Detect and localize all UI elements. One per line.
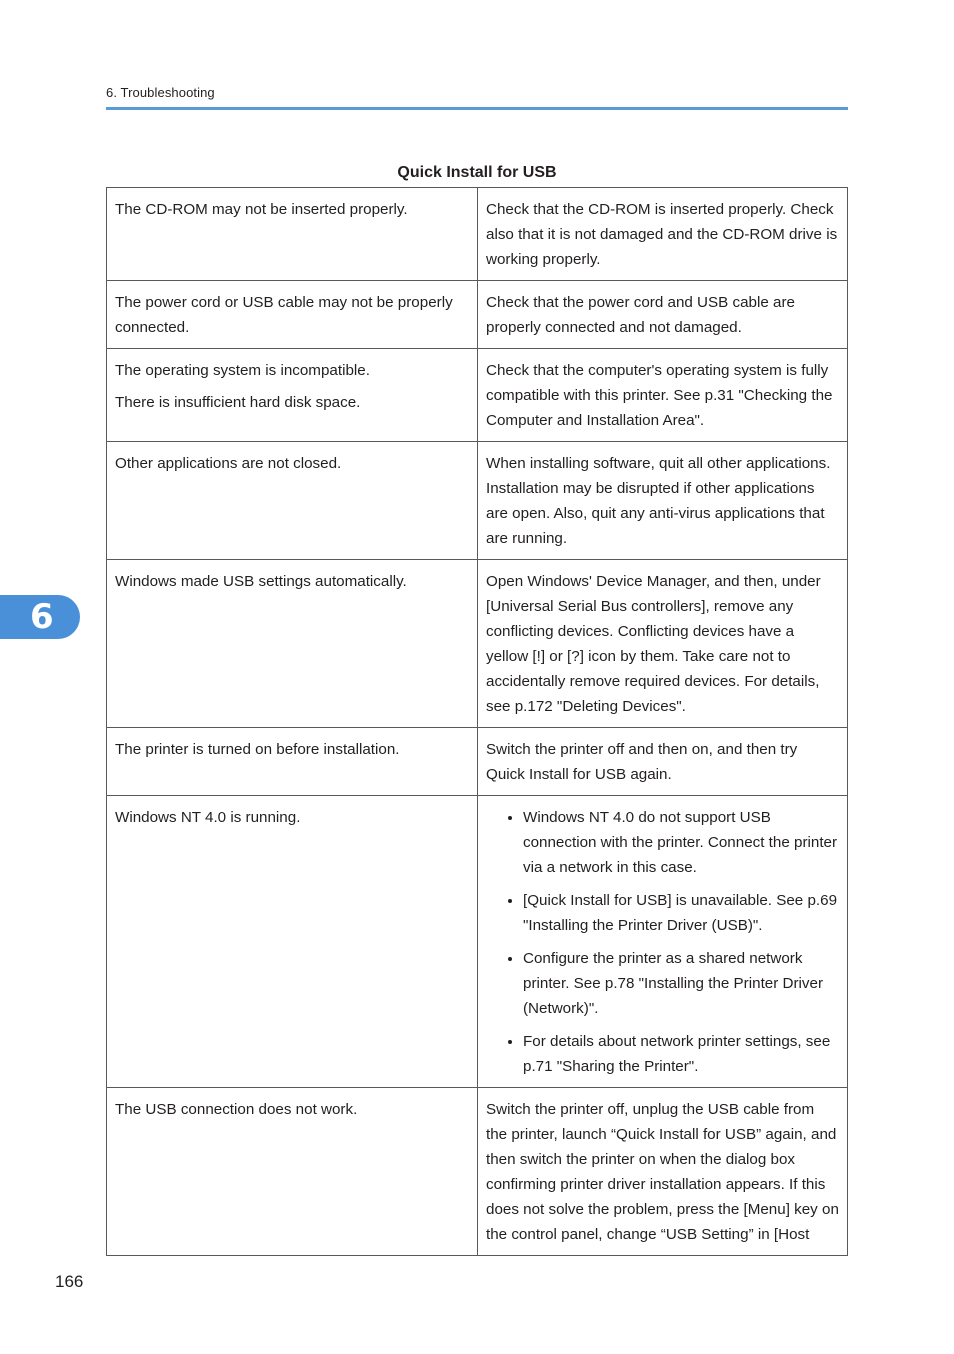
- cause-text: Windows made USB settings automatically.: [115, 573, 407, 590]
- cause-text: The power cord or USB cable may not be properly connected.: [115, 294, 453, 336]
- solution-bullet: • [Quick Install for USB] is unavailable. See p.69 "Installing the Printer Driver (USB)".: [523, 888, 839, 938]
- table-row: [107, 560, 848, 728]
- cause-cell: [107, 188, 478, 281]
- table-row: [107, 442, 848, 560]
- table-row: [107, 1088, 848, 1256]
- cause-text: Windows NT 4.0 is running.: [115, 809, 301, 826]
- solution-cell: Check that the computer's operating system is fully compatible with this printer. See p.31 "Checking the Computer and Installation Area".: [478, 349, 848, 442]
- cause-cell: [107, 349, 478, 442]
- solution-bullet: • Windows NT 4.0 do not support USB connection with the printer. Connect the printer via a network in this case.: [523, 805, 839, 880]
- solution-cell: Switch the printer off, unplug the USB cable from the printer, launch “Quick Install for USB” again, and then switch the printer on when the dialog box confirming printer driver installation appears. If this does not solve the problem, press the [Menu] key on the control panel, change “USB Setting” in [Host: [478, 1088, 848, 1256]
- section-header: 6. Troubleshooting: [106, 85, 215, 100]
- table-row: [107, 188, 848, 281]
- cause-text: The CD-ROM may not be inserted properly.: [115, 201, 408, 218]
- cause-text: The printer is turned on before installation.: [115, 741, 400, 758]
- solution-cell: Check that the power cord and USB cable are properly connected and not damaged.: [478, 281, 848, 349]
- solution-bullet: • Configure the printer as a shared network printer. See p.78 "Installing the Printer Driver (Network)".: [523, 946, 839, 1021]
- table-title: Quick Install for USB: [397, 164, 557, 181]
- page-number: 166: [55, 1272, 84, 1291]
- cause-cell: [107, 1088, 478, 1256]
- solution-cell: Check that the CD-ROM is inserted properly. Check also that it is not damaged and the CD-ROM drive is working properly.: [478, 188, 848, 281]
- solution-bullet-list: [486, 805, 839, 1079]
- table-row: [107, 728, 848, 796]
- cause-text: There is insufficient hard disk space.: [115, 394, 361, 411]
- solution-cell: When installing software, quit all other applications. Installation may be disrupted if other applications are open. Also, quit any anti-virus applications that are running.: [478, 442, 848, 560]
- cause-cell: [107, 796, 478, 1088]
- troubleshooting-table: [106, 187, 848, 1256]
- cause-cell: [107, 281, 478, 349]
- cause-text: The operating system is incompatible.: [115, 362, 370, 379]
- table-row: [107, 281, 848, 349]
- solution-cell: [478, 796, 848, 1088]
- chapter-number: 6: [30, 597, 54, 637]
- solution-cell: Open Windows' Device Manager, and then, under [Universal Serial Bus controllers], remove any conflicting devices. Conflicting devices have a yellow [!] or [?] icon by them. Take care not to accidentally remove required devices. For details, see p.172 "Deleting Devices".: [478, 560, 848, 728]
- cause-text: The USB connection does not work.: [115, 1101, 358, 1118]
- cause-cell: [107, 560, 478, 728]
- solution-bullet: • For details about network printer settings, see p.71 "Sharing the Printer".: [523, 1029, 839, 1079]
- cause-cell: [107, 442, 478, 560]
- chapter-tab: [0, 595, 80, 639]
- solution-cell: Switch the printer off and then on, and then try Quick Install for USB again.: [478, 728, 848, 796]
- cause-cell: [107, 728, 478, 796]
- table-row: [107, 349, 848, 442]
- table-row: [107, 796, 848, 1088]
- cause-text: Other applications are not closed.: [115, 455, 342, 472]
- header-rule: [106, 107, 848, 110]
